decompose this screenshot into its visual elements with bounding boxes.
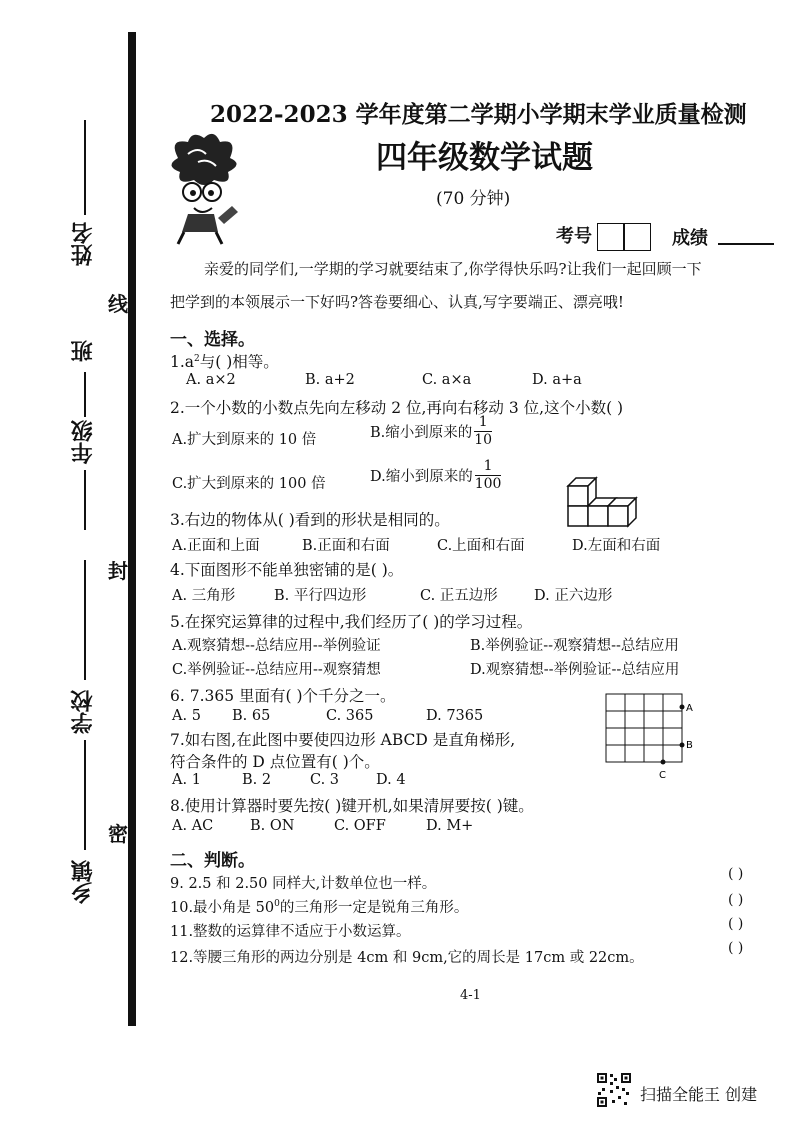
judge-item-9: 9. 2.5 和 2.50 同样大,计数单位也一样。 bbox=[170, 876, 437, 892]
q5-option-d: D.观察猜想--举例验证--总结应用 bbox=[470, 662, 680, 678]
score-label: 成绩 bbox=[672, 228, 708, 249]
score-blank-line[interactable] bbox=[718, 243, 774, 245]
seal-feng-char: 封 bbox=[108, 559, 128, 583]
seal-line-char: 线 bbox=[108, 292, 128, 316]
q8-option-d: D. M+ bbox=[426, 818, 474, 834]
class-label: 班 bbox=[71, 340, 96, 362]
exam-no-box-1[interactable] bbox=[597, 223, 625, 251]
section-1-heading: 一、选择。 bbox=[170, 330, 255, 350]
judge-item-11: 11.整数的运算律不适应于小数运算。 bbox=[170, 924, 411, 940]
q8-option-b: B. ON bbox=[250, 818, 295, 834]
judge-item-12: 12.等腰三角形的两边分别是 4cm 和 9cm,它的周长是 17cm 或 22cm。 bbox=[170, 950, 644, 966]
grid-point-c bbox=[661, 760, 666, 765]
q4-stem: 4.下面图形不能单独密铺的是( )。 bbox=[170, 561, 404, 579]
grid-label-c: C bbox=[659, 770, 666, 781]
q8-stem: 8.使用计算器时要先按( )键开机,如果清屏要按( )键。 bbox=[170, 797, 534, 815]
q3-option-d: D.左面和右面 bbox=[572, 538, 661, 554]
section-2-heading: 二、判断。 bbox=[170, 851, 255, 871]
q1-option-a: A. a×2 bbox=[186, 372, 236, 388]
q3-option-c: C.上面和右面 bbox=[437, 538, 525, 554]
q4-option-c: C. 正五边形 bbox=[420, 588, 498, 604]
grade-label: 年级 bbox=[71, 420, 96, 464]
q7-option-c: C. 3 bbox=[310, 772, 340, 788]
judge-answer-10[interactable]: ( ) bbox=[728, 892, 744, 908]
name-blank-line bbox=[84, 120, 86, 215]
q6-option-c: C. 365 bbox=[326, 708, 374, 724]
exam-no-label: 考号 bbox=[556, 226, 592, 247]
intro-line-2: 把学到的本领展示一下好吗?答卷要细心、认真,写字要端正、漂亮哦! bbox=[170, 293, 624, 311]
q4-option-d: D. 正六边形 bbox=[534, 588, 613, 604]
school-blank-line bbox=[84, 560, 86, 680]
grade-blank-line bbox=[84, 470, 86, 530]
q8-option-c: C. OFF bbox=[334, 818, 386, 834]
grid-point-a bbox=[680, 705, 685, 710]
q7-stem-line-2: 符合条件的 D 点位置有( )个。 bbox=[170, 753, 380, 771]
q4-option-b: B. 平行四边形 bbox=[274, 588, 367, 604]
q3-stem: 3.右边的物体从( )看到的形状是相同的。 bbox=[170, 511, 450, 529]
intro-line-1: 亲爱的同学们,一学期的学习就要结束了,你学得快乐吗?让我们一起回顾一下 bbox=[204, 260, 702, 278]
cube-figure bbox=[564, 474, 650, 530]
q6-option-b: B. 65 bbox=[232, 708, 271, 724]
judge-answer-12[interactable]: ( ) bbox=[728, 940, 744, 956]
binding-bar bbox=[128, 32, 136, 1026]
scanner-watermark: 扫描全能王 创建 bbox=[640, 1085, 758, 1104]
town-blank-line bbox=[84, 740, 86, 850]
exam-no-row bbox=[556, 222, 651, 251]
name-label: 姓名 bbox=[71, 222, 96, 266]
exam-no-box-2[interactable] bbox=[623, 223, 651, 251]
judge-answer-11[interactable]: ( ) bbox=[728, 916, 744, 932]
class-blank-line bbox=[84, 372, 86, 417]
q1-stem: $1.a^2$与( )相等。 bbox=[170, 353, 279, 371]
q7-option-a: A. 1 bbox=[172, 772, 201, 788]
q5-option-b: B.举例验证--观察猜想--总结应用 bbox=[470, 638, 679, 654]
exam-subtitle: 四年级数学试题 bbox=[376, 140, 593, 176]
q7-stem-line-1: 7.如右图,在此图中要使四边形 ABCD 是直角梯形, bbox=[170, 731, 516, 749]
q5-stem: 5.在探究运算律的过程中,我们经历了( )的学习过程。 bbox=[170, 613, 533, 631]
q2-option-b: B.缩小到原来的 $\frac{1}{10}$ bbox=[370, 414, 493, 448]
q7-option-b: B. 2 bbox=[242, 772, 272, 788]
grid-label-a: A bbox=[686, 703, 693, 714]
q6-stem: 6. 7.365 里面有( )个千分之一。 bbox=[170, 687, 396, 705]
q2-stem: 2.一个小数的小数点先向左移动 2 位,再向右移动 3 位,这个小数( ) bbox=[170, 399, 624, 417]
q6-option-d: D. 7365 bbox=[426, 708, 484, 724]
q6-option-a: A. 5 bbox=[172, 708, 201, 724]
exam-duration: (70 分钟) bbox=[436, 189, 511, 209]
judge-item-10: 10.最小角是 $50^0$的三角形一定是锐角三角形。 bbox=[170, 899, 469, 916]
school-label: 学校 bbox=[71, 690, 96, 734]
q5-option-c: C.举例验证--总结应用--观察猜想 bbox=[172, 662, 381, 678]
q1-option-b: B. a+2 bbox=[305, 372, 355, 388]
q2-option-d: D.缩小到原来的 $\frac{1}{100}$ bbox=[370, 458, 502, 492]
q3-option-a: A.正面和上面 bbox=[172, 538, 260, 554]
page-number: 4-1 bbox=[460, 988, 481, 1003]
grid-figure bbox=[602, 690, 698, 782]
q1-option-d: D. a+a bbox=[532, 372, 582, 388]
q4-option-a: A. 三角形 bbox=[172, 588, 236, 604]
grid-point-b bbox=[680, 743, 685, 748]
qr-code-icon bbox=[596, 1072, 632, 1108]
q2-option-c: C.扩大到原来的 100 倍 bbox=[172, 476, 326, 492]
q1-option-c: C. a×a bbox=[422, 372, 472, 388]
grid-label-b: B bbox=[686, 740, 693, 751]
q8-option-a: A. AC bbox=[172, 818, 214, 834]
q5-option-a: A.观察猜想--总结应用--举例验证 bbox=[172, 638, 381, 654]
judge-answer-9[interactable]: ( ) bbox=[728, 866, 744, 882]
town-label: 乡镇 bbox=[71, 860, 96, 904]
q3-option-b: B.正面和右面 bbox=[302, 538, 390, 554]
seal-mi-char: 密 bbox=[108, 822, 128, 846]
q2-option-a: A.扩大到原来的 10 倍 bbox=[172, 432, 317, 448]
exam-title: 2022-2023 学年度第二学期小学期末学业质量检测 bbox=[210, 101, 747, 128]
q7-option-d: D. 4 bbox=[376, 772, 406, 788]
mascot-illustration bbox=[158, 128, 248, 246]
